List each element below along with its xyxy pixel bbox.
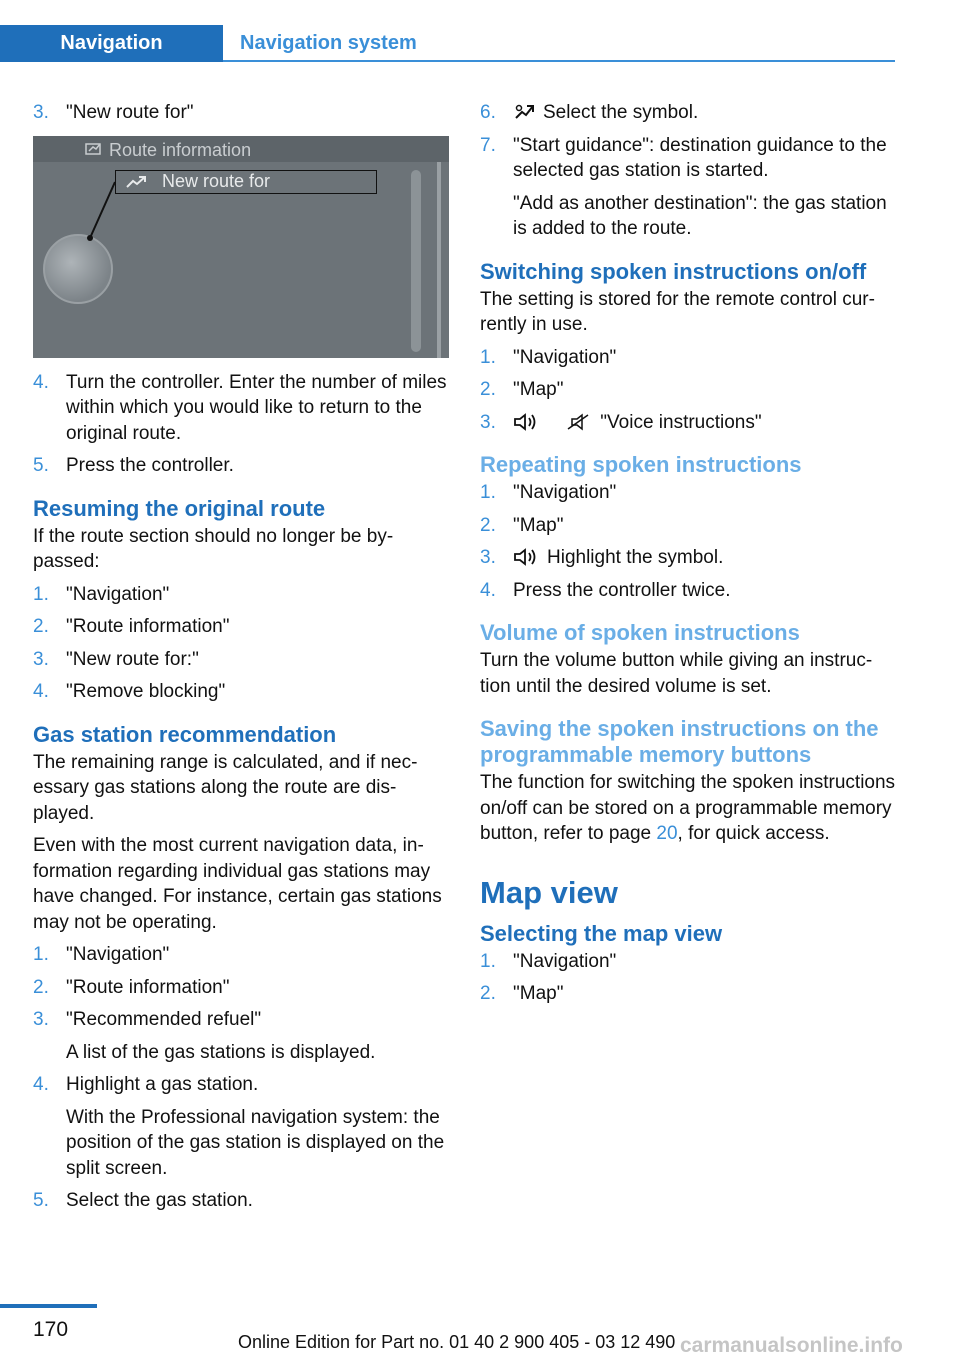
list-item: [480, 981, 896, 1007]
section-heading: Gas station recommendation: [33, 721, 337, 747]
paragraph: The setting is stored for the remote control currently in use.: [480, 288, 875, 335]
list-item: [33, 453, 449, 479]
list-item: [33, 370, 449, 447]
step-number: 2.: [480, 983, 496, 1004]
step-text: "Route information": [66, 616, 230, 637]
section-heading: Resuming the original route: [33, 495, 326, 521]
step-text: Select the symbol.: [543, 102, 699, 123]
step-text: "Navigation": [66, 944, 170, 965]
step-number: 3.: [480, 411, 496, 433]
step-number: 5.: [33, 455, 49, 476]
list-item: [33, 1072, 449, 1098]
list-item: [33, 614, 449, 640]
step-text: "Navigation": [513, 482, 617, 503]
step-number: 4.: [33, 1074, 49, 1095]
step-text: "Recommended refuel": [66, 1009, 262, 1030]
paragraph-text: The function for switching the spoken instructions on/off can be stored on a programmable memory button, refer to page: [480, 772, 896, 844]
step-text: "Remove blocking": [66, 681, 226, 702]
step-note: With the Professional navigation system: the position of the gas station is displayed on the split screen.: [66, 1106, 445, 1179]
right-column: [480, 100, 896, 1014]
step-text: "Voice instructions": [600, 411, 762, 433]
step-note: A list of the gas stations is displayed.: [66, 1041, 376, 1063]
section-heading: Selecting the map view: [480, 920, 723, 946]
section-heading: Switching spoken instructions on/off: [480, 258, 867, 284]
list-item: [480, 480, 896, 506]
pointer-line: [33, 136, 449, 358]
step-number: 3.: [33, 648, 49, 670]
step-text: Turn the controller. Enter the number of miles within which you would like to return to the original route.: [66, 371, 447, 444]
step-number: 6.: [480, 102, 496, 123]
paragraph: If the route section should no longer be bypassed:: [33, 525, 394, 572]
step-number: 5.: [33, 1190, 49, 1211]
step-number: 7.: [480, 134, 496, 156]
speaker-off-icon: [562, 413, 592, 431]
watermark: carmanualsonline.info: [680, 1334, 903, 1357]
section-heading: Saving the spoken instructions on the programmable memory buttons: [480, 716, 879, 767]
list-item: [480, 513, 896, 539]
step-text: "Map": [513, 983, 564, 1004]
header-tab-navigation-system[interactable]: Navigation system: [240, 32, 417, 54]
step-number: 3.: [33, 1009, 49, 1030]
step-text: Press the controller twice.: [513, 579, 731, 601]
step-note: "Add as another destination": the gas station is added to the route.: [513, 192, 887, 239]
step-number: 3.: [33, 102, 49, 123]
step-text: "Route information": [66, 976, 230, 998]
step-text: "Start guidance": destination guidance to the selected gas station is started.: [513, 134, 887, 181]
page-number: 170: [33, 1318, 69, 1341]
step-number: 1.: [33, 944, 49, 965]
step-number: 3.: [480, 547, 496, 568]
list-item: [33, 582, 449, 608]
speaker-on-icon: [513, 413, 539, 431]
list-item: [33, 679, 449, 705]
speaker-icon: [513, 548, 539, 566]
page-reference-link[interactable]: 20: [656, 823, 678, 844]
step-text: "Navigation": [513, 346, 617, 368]
screen-menu-item: New route for: [115, 170, 377, 194]
list-item: [33, 1007, 449, 1033]
list-item: [480, 545, 896, 571]
step-number: 2.: [480, 379, 496, 400]
step-number: 2.: [33, 976, 49, 998]
step-text: "New route for": [66, 102, 194, 123]
step-number: 2.: [480, 514, 496, 536]
step-text: "Map": [513, 514, 564, 536]
list-item: [480, 100, 896, 126]
edition-note: Online Edition for Part no. 01 40 2 900 405 - 03 12 490: [238, 1332, 676, 1352]
step-number: 4.: [480, 579, 496, 601]
list-item: [33, 942, 449, 968]
paragraph: The remaining range is calculated, and if necessary gas stations along the route are displayed.: [33, 751, 418, 824]
list-item: [480, 133, 896, 184]
list-item: [480, 410, 896, 436]
list-item: [480, 578, 896, 604]
page-header: [0, 0, 960, 62]
step-text: "New route for:": [66, 648, 199, 670]
section-heading: Volume of spoken instructions: [480, 620, 800, 645]
gas-station-map-icon: [513, 103, 535, 121]
list-item: [480, 949, 896, 975]
step-text: Highlight the symbol.: [547, 547, 724, 568]
controller-display-screenshot: [33, 136, 449, 358]
list-item: [33, 647, 449, 673]
footer-rule: [0, 1304, 97, 1308]
paragraph: [480, 770, 896, 847]
chapter-title: Map view: [480, 874, 618, 910]
screen-title: Route information: [109, 139, 252, 160]
step-number: 1.: [480, 950, 496, 972]
header-rule: [223, 60, 895, 62]
paragraph: Even with the most current navigation data, information regarding individual gas stations may have changed. For instance, certain gas stations may not be operating.: [33, 835, 442, 933]
paragraph: Turn the volume button while giving an instruction until the desired volume is set.: [480, 650, 873, 697]
list-item: [480, 377, 896, 403]
step-number: 4.: [33, 371, 49, 393]
header-tab-navigation[interactable]: Navigation: [0, 25, 223, 62]
step-text: "Navigation": [513, 950, 617, 972]
step-text: "Map": [513, 379, 564, 400]
step-number: 1.: [33, 583, 49, 605]
list-item: [33, 975, 449, 1001]
list-item: [33, 1188, 449, 1214]
step-text: Highlight a gas station.: [66, 1074, 259, 1095]
paragraph-text: , for quick access.: [677, 823, 830, 844]
step-number: 1.: [480, 346, 496, 368]
section-heading: Repeating spoken instructions: [480, 452, 802, 477]
step-text: Press the controller.: [66, 455, 234, 476]
list-item: [33, 100, 449, 126]
step-number: 4.: [33, 681, 49, 702]
list-item: [480, 345, 896, 371]
step-number: 2.: [33, 616, 49, 637]
step-text: "Navigation": [66, 583, 170, 605]
step-text: Select the gas station.: [66, 1190, 253, 1211]
step-number: 1.: [480, 482, 496, 503]
left-column: [33, 100, 449, 1221]
